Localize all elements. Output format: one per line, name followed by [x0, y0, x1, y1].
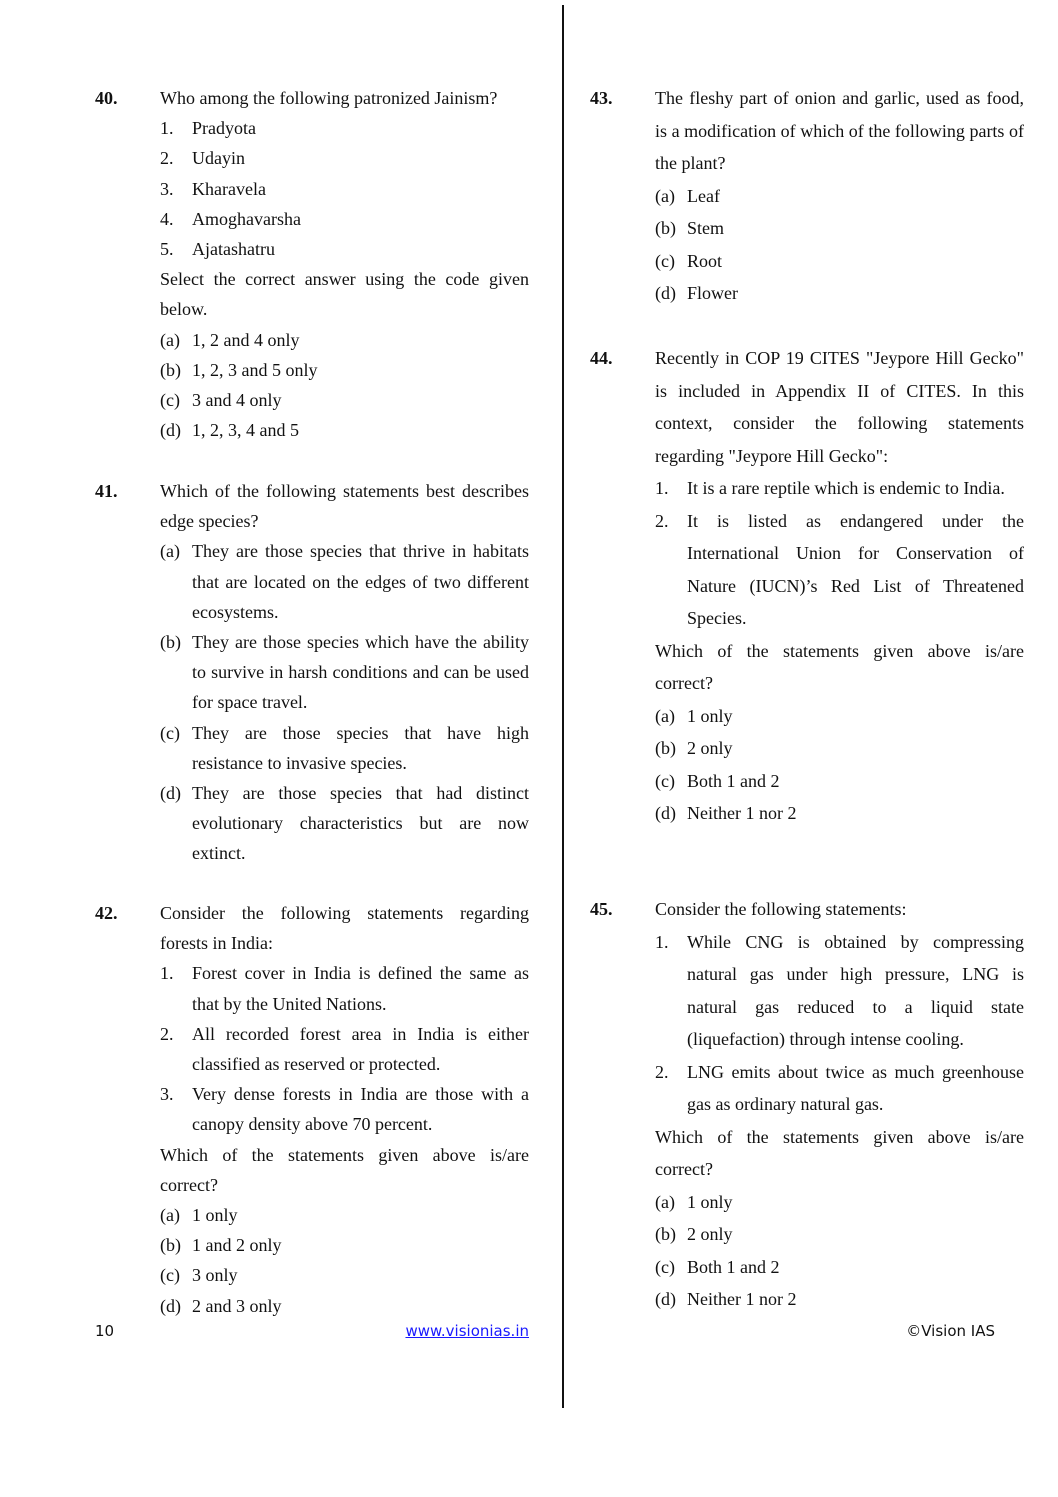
- statement: [160, 174, 529, 204]
- answer-option-text: 3 and 4 only: [192, 390, 282, 411]
- answer-option: [160, 355, 529, 385]
- answer-option-marker: (a): [160, 541, 180, 562]
- answer-option: [160, 536, 529, 627]
- answer-option-text: 1, 2 and 4 only: [192, 329, 300, 350]
- question-number: 40.: [95, 88, 118, 108]
- statement-marker: 3.: [160, 178, 174, 199]
- question-instruction: Which of the statements given above is/are correct?: [160, 1144, 529, 1195]
- statement-marker: 2.: [655, 1061, 669, 1082]
- answer-option-text: Leaf: [687, 185, 720, 206]
- answer-option: [655, 1186, 1024, 1219]
- question-41: [95, 476, 529, 869]
- question-body: [655, 82, 1024, 310]
- answer-option-marker: (b): [655, 218, 676, 238]
- statement-marker: 3.: [160, 1084, 174, 1105]
- answer-option-marker: (c): [655, 250, 675, 271]
- column-divider: [562, 5, 564, 1408]
- statement: [655, 1056, 1024, 1121]
- answer-option: [655, 1251, 1024, 1284]
- statement: [160, 204, 529, 234]
- statement-text: It is listed as endangered under the International Union for Conservation of Nature (IUCN)’s Red List of Threatened Species.: [687, 510, 1024, 628]
- answer-option-marker: (d): [160, 783, 181, 804]
- question-stem: Consider the following statements regarding forests in India:: [160, 903, 529, 954]
- answer-option-marker: (b): [655, 738, 676, 758]
- answer-option: [655, 1218, 1024, 1251]
- question-number: 44.: [590, 348, 613, 368]
- answer-option: [655, 245, 1024, 278]
- question-stem: Consider the following statements:: [655, 899, 907, 919]
- statement: [655, 505, 1024, 635]
- question-body: [655, 893, 1024, 1316]
- answer-option-marker: (a): [655, 185, 675, 206]
- answer-option: [655, 180, 1024, 213]
- statement: [655, 926, 1024, 1056]
- question-body: [160, 83, 529, 445]
- answer-option: [160, 1291, 529, 1321]
- answer-option-marker: (d): [160, 420, 181, 441]
- answer-option-text: 1 and 2 only: [192, 1235, 282, 1256]
- statement-text: Pradyota: [192, 118, 256, 139]
- statement-marker: 2.: [160, 148, 174, 169]
- statement-marker: 1.: [160, 118, 174, 139]
- answer-option: [160, 1230, 529, 1260]
- copyright: ©Vision IAS: [906, 1322, 995, 1340]
- answer-option: [655, 700, 1024, 733]
- question-instruction: Select the correct answer using the code given below.: [160, 269, 529, 320]
- question-instruction: Which of the statements given above is/are correct?: [655, 640, 1024, 693]
- website-link[interactable]: www.visionias.in: [405, 1322, 529, 1340]
- answer-option: [655, 277, 1024, 310]
- answer-option-marker: (d): [160, 1295, 181, 1316]
- answer-option-marker: (b): [160, 632, 181, 653]
- question-body: [160, 898, 529, 1321]
- question-40: [95, 83, 529, 445]
- statement-text: Very dense forests in India are those with a canopy density above 70 percent.: [192, 1084, 529, 1135]
- statement: [655, 472, 1024, 505]
- statement-text: Udayin: [192, 148, 245, 169]
- answer-option-text: They are those species that thrive in habitats that are located on the edges of two different ecosystems.: [192, 541, 529, 622]
- answer-option-marker: (d): [655, 1289, 676, 1309]
- answer-option-marker: (c): [655, 770, 675, 791]
- statement-text: All recorded forest area in India is either classified as reserved or protected.: [192, 1023, 529, 1075]
- page-number: 10: [95, 1322, 115, 1340]
- answer-option-marker: (c): [160, 390, 180, 411]
- statement-text: While CNG is obtained by compressing natural gas under high pressure, LNG is natural gas reduced to a liquid state (liquefaction) through intense cooling.: [687, 931, 1024, 1049]
- answer-option-marker: (c): [160, 1265, 180, 1286]
- answer-option: [160, 385, 529, 415]
- question-stem: Which of the following statements best describes edge species?: [160, 481, 529, 532]
- question-number: 41.: [95, 481, 118, 501]
- statement-text: It is a rare reptile which is endemic to India.: [687, 478, 1005, 498]
- answer-option-marker: (d): [655, 283, 676, 303]
- answer-option-marker: (c): [160, 722, 180, 743]
- answer-option-text: 1, 2, 3 and 5 only: [192, 359, 318, 380]
- answer-option: [160, 1200, 529, 1230]
- question-number: 43.: [590, 88, 613, 108]
- answer-option-text: Both 1 and 2: [687, 1256, 780, 1277]
- statement-marker: 2.: [160, 1023, 174, 1044]
- statement: [160, 958, 529, 1018]
- statement-text: Forest cover in India is defined the same as that by the United Nations.: [192, 963, 529, 1014]
- answer-option-marker: (c): [655, 1256, 675, 1277]
- question-stem: Recently in COP 19 CITES "Jeypore Hill Gecko" is included in Appendix II of CITES. In this context, consider the following statements regarding "Jeypore Hill Gecko":: [655, 348, 1024, 466]
- answer-option-text: 2 only: [687, 738, 733, 758]
- answer-option-marker: (a): [160, 1205, 180, 1226]
- statement: [160, 1079, 529, 1139]
- answer-option: [655, 212, 1024, 245]
- question-44: [590, 342, 1024, 830]
- answer-option: [655, 765, 1024, 798]
- question-45: [590, 893, 1024, 1316]
- answer-option-marker: (b): [160, 1235, 181, 1256]
- answer-option: [160, 778, 529, 869]
- question-42: [95, 898, 529, 1321]
- question-body: [655, 342, 1024, 830]
- statement: [160, 234, 529, 264]
- statement-marker: 1.: [655, 478, 669, 498]
- answer-option: [160, 325, 529, 355]
- answer-option-marker: (a): [160, 329, 180, 350]
- question-stem: Who among the following patronized Jainism?: [160, 88, 498, 108]
- answer-option-text: 1, 2, 3, 4 and 5: [192, 420, 299, 441]
- statement-marker: 4.: [160, 208, 174, 229]
- question-number: 42.: [95, 903, 118, 923]
- answer-option-text: Stem: [687, 218, 725, 238]
- statement-text: LNG emits about twice as much greenhouse gas as ordinary natural gas.: [687, 1061, 1024, 1114]
- statement-text: Ajatashatru: [192, 239, 275, 260]
- answer-option-text: Root: [687, 250, 723, 271]
- answer-option: [160, 1260, 529, 1290]
- statement-text: Kharavela: [192, 178, 266, 199]
- answer-option-marker: (b): [655, 1224, 676, 1244]
- answer-option-marker: (a): [655, 1191, 675, 1212]
- answer-option-text: 1 only: [687, 705, 733, 726]
- answer-option: [160, 415, 529, 445]
- question-body: [160, 476, 529, 869]
- answer-option-text: 1 only: [687, 1191, 733, 1212]
- answer-option-marker: (b): [160, 359, 181, 380]
- answer-option: [655, 732, 1024, 765]
- answer-option-text: Neither 1 nor 2: [687, 1289, 797, 1309]
- statement-marker: 1.: [160, 963, 174, 984]
- question-43: [590, 82, 1024, 310]
- answer-option-text: They are those species that had distinct evolutionary characteristics but are now extinct.: [192, 783, 529, 864]
- answer-option-text: They are those species which have the ability to survive in harsh conditions and can be used for space travel.: [192, 632, 529, 713]
- answer-option-text: Flower: [687, 283, 738, 303]
- answer-option-text: Both 1 and 2: [687, 770, 780, 791]
- question-number: 45.: [590, 899, 613, 919]
- answer-option: [655, 1283, 1024, 1316]
- statement-marker: 2.: [655, 510, 669, 531]
- answer-option-text: 1 only: [192, 1205, 238, 1226]
- answer-option: [160, 718, 529, 778]
- answer-option: [655, 797, 1024, 830]
- answer-option-text: 2 only: [687, 1224, 733, 1244]
- answer-option-marker: (d): [655, 803, 676, 823]
- answer-option-text: 2 and 3 only: [192, 1295, 282, 1316]
- statement-marker: 1.: [655, 931, 669, 952]
- statement: [160, 143, 529, 173]
- statement: [160, 113, 529, 143]
- statement: [160, 1019, 529, 1079]
- answer-option: [160, 627, 529, 718]
- statement-text: Amoghavarsha: [192, 208, 301, 229]
- statement-marker: 5.: [160, 239, 174, 260]
- question-stem: The fleshy part of onion and garlic, used as food, is a modification of which of the following parts of the plant?: [655, 88, 1024, 173]
- answer-option-text: They are those species that have high resistance to invasive species.: [192, 722, 529, 773]
- answer-option-text: Neither 1 nor 2: [687, 803, 797, 823]
- answer-option-marker: (a): [655, 705, 675, 726]
- question-instruction: Which of the statements given above is/are correct?: [655, 1126, 1024, 1179]
- answer-option-text: 3 only: [192, 1265, 238, 1286]
